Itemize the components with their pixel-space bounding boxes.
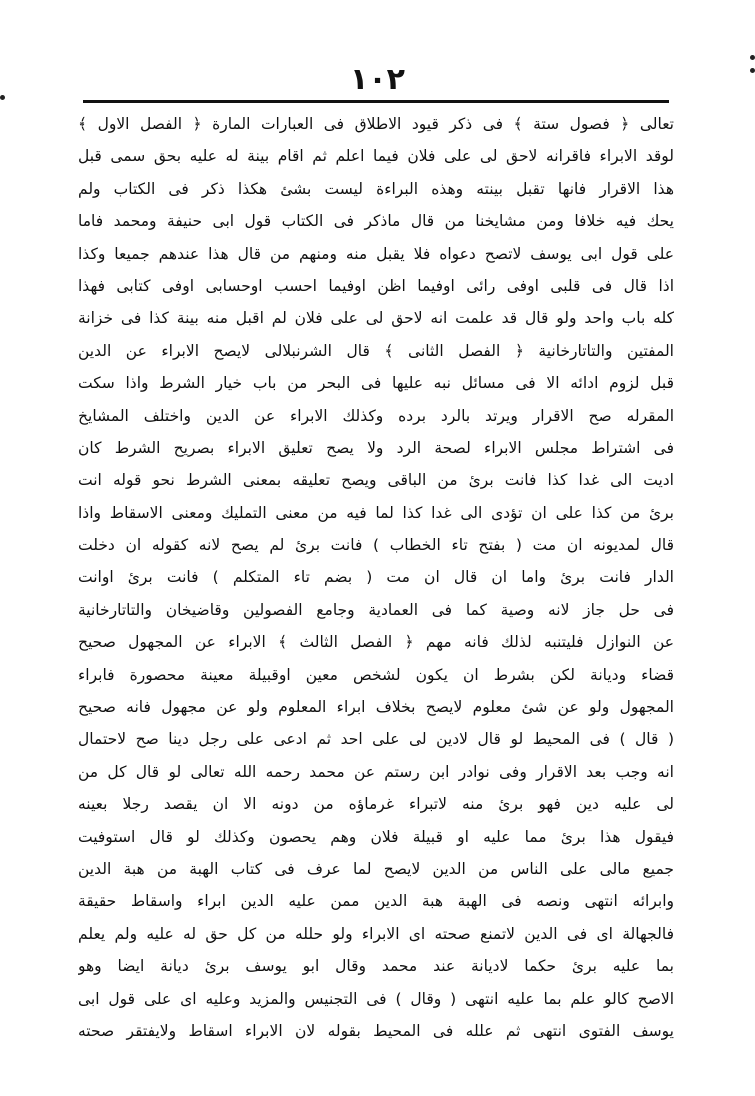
text-line: جميع مالى على الناس من الدين لايصح لما عرف فى كتاب الهبة من هبة الدين xyxy=(78,859,674,878)
text-line: فى اشتراط مجلس الابراء لصحة الرد ولا يصح تعليق الابراء بصريح الشرط كان xyxy=(78,438,674,457)
text-line: يحك فيه خلافا ومن مشايخنا من قال ماذكر فى الكتاب قول ابى حنيفة ومحمد فاما xyxy=(78,212,674,231)
text-line: فالجهالة اى فى الدين لاتمنع صحته اى الابراء ولو حلله من كل حق له عليه ولم يعلم xyxy=(78,924,674,943)
text-line: وابرائه انتهى ونصه فى الهبة هبة الدين ممن عليه الدين ابراء واسقاط حقيقة xyxy=(78,892,674,911)
text-line: الاصح كالو علم بما عليه انتهى ( وقال ) فى التجنيس والمزيد وعليه اى على قول ابى xyxy=(78,989,674,1008)
text-line: اديت الى غدا كذا فانت برئ من الباقى ويصح تعليقه بمعنى الشرط نحو قوله انت xyxy=(78,471,674,490)
text-line: قضاء وديانة لكن بشرط ان يكون لشخص معين اوقبيلة معينة محصورة فابراء xyxy=(78,665,674,684)
text-line: انه وجب بعد الاقرار وفى نوادر ابن رستم عن محمد رحمه الله تعالى لو قال كل من xyxy=(78,762,674,781)
text-line: على قول ابى يوسف لاتصح دعواه فلا يقبل منه ومنهم من قال هذا عندهم جميعا وكذا xyxy=(78,244,674,263)
margin-speck xyxy=(750,55,755,60)
text-line: المجهول ولو عن شئ معلوم لايصح بخلاف ابراء المعلوم ولو عن مجهول فانه صحيح xyxy=(78,698,674,717)
text-line: لى عليه دين فهو برئ منه لاتبراء غرماؤه من دونه الا ان يقصد رجلا بعينه xyxy=(78,795,674,814)
text-line: كله باب واحد ولو قال قد علمت انه لاحق لى على فلان لم اقبل منه بينة كذا فى خزانة xyxy=(78,309,674,328)
text-line: برئ من كذا على ان تؤدى الى غدا كذا لما فيه من معنى التمليك ومعنى الاسقاط واذا xyxy=(78,503,674,522)
text-line: قال لمديونه ان مت ( بفتح تاء الخطاب ) فانت برئ لم يصح لانه كقوله ان دخلت xyxy=(78,536,674,555)
text-line: ( قال ) فى المحيط لو قال لادين لى على احد ثم ادعى على رجل دينا صح لاحتمال xyxy=(78,730,674,749)
text-line: لوقد الابراء فاقرانه لاحق لى على فلان فيما اعلم ثم اقام بينة له عليه بحق سمى قبل xyxy=(78,147,674,166)
page-number: ١٠٢ xyxy=(350,62,405,97)
header-rule xyxy=(83,100,669,103)
text-line: هذا الاقرار فانها تقبل بينته وهذه البراءة ليست بشئ هكذا ذكر فى الكتاب ولم xyxy=(78,179,674,198)
text-line: تعالى ﴿ فصول ستة ﴾ فى ذكر قيود الاطلاق فى العبارات المارة ﴿ الفصل الاول ﴾ xyxy=(78,115,674,133)
text-line: قبل لزوم ادائه الا فى مسائل نبه عليها فى البحر من باب خيار الشرط واذا سكت xyxy=(78,374,674,393)
text-line: يوسف الفتوى انتهى ثم علله فى المحيط بقوله لان الابراء اسقاط ولايفتقر صحته xyxy=(78,1021,674,1040)
text-line: اذا قال فى قلبى اوفى رائى اوفيما اظن اوفيما احسب اوحسابى اوفى كتابى فهذا xyxy=(78,276,674,295)
text-line: بما عليه برئ حكما لاديانة عند محمد وقال ابو يوسف برئ ديانة ايضا وهو xyxy=(78,957,674,976)
text-line: المفتين والتاتارخانية ﴿ الفصل الثانى ﴾ قال الشرنبلالى لايصح الابراء عن الدين xyxy=(78,341,674,360)
body-text xyxy=(78,108,674,1047)
text-line: الدار فانت برئ واما ان قال ان مت ( بضم تاء المتكلم ) فانت برئ اوانت xyxy=(78,568,674,587)
text-line: فيقول هذا برئ مما عليه او قبيلة فلان وهم يحصون وكذلك لو قال استوفيت xyxy=(78,827,674,846)
text-line: فى حل جاز لانه وصية كما فى العمادية وجامع الفصولين وقاضيخان والتاتارخانية xyxy=(78,600,674,619)
text-line: المقرله صح الاقرار ويرتد بالرد برده وكذلك الابراء عن الدين واختلف المشايخ xyxy=(78,406,674,425)
text-line: عن النوازل فليتنبه لذلك فانه مهم ﴿ الفصل الثالث ﴾ الابراء عن المجهول صحيح xyxy=(78,633,674,652)
